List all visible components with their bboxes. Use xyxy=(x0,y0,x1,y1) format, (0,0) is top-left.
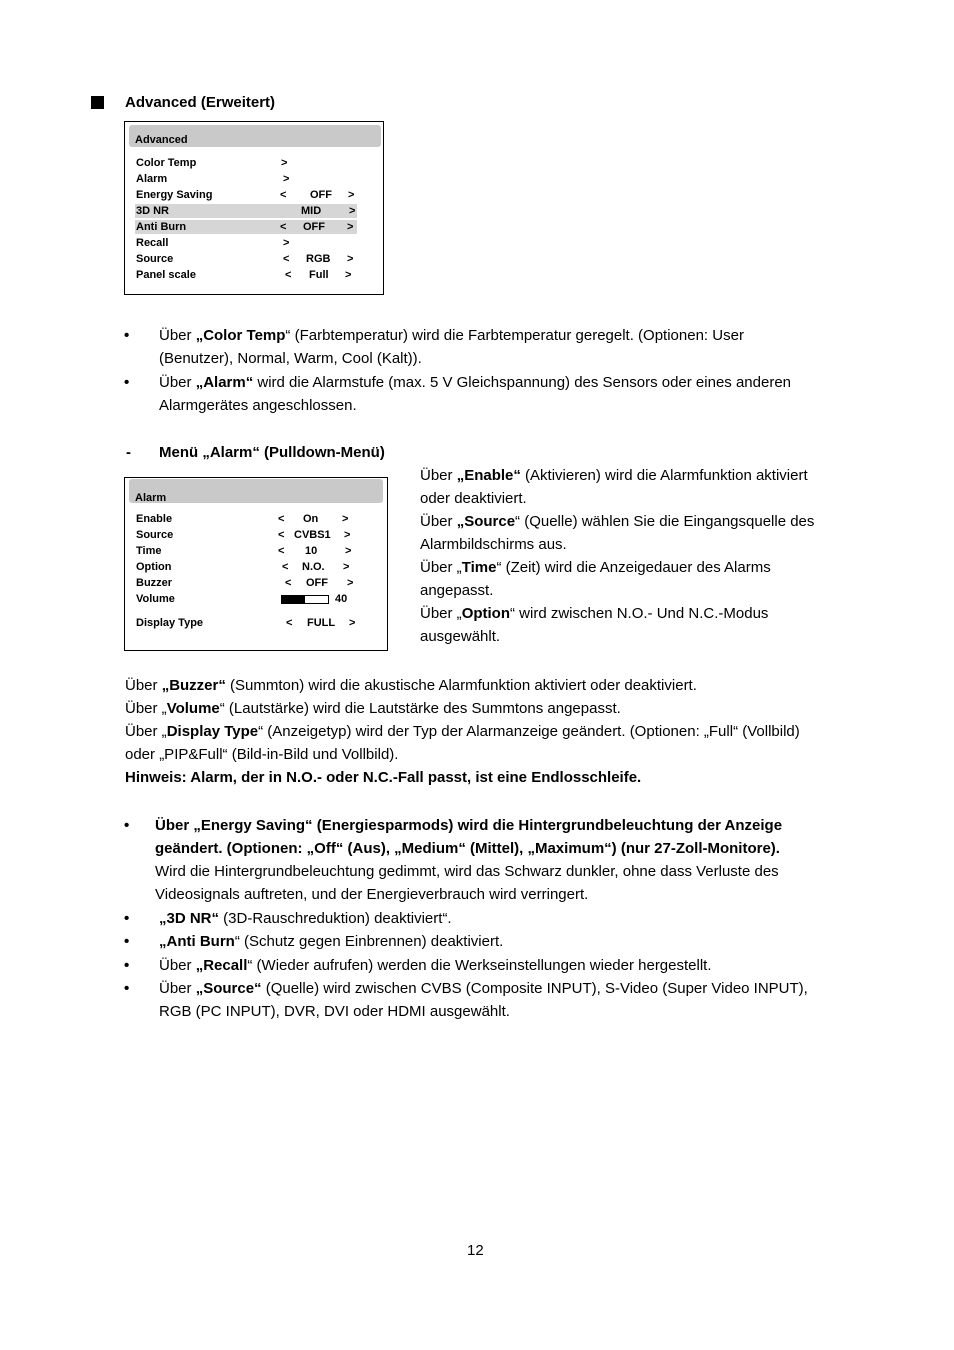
alarm-desc-line: oder deaktiviert. xyxy=(420,490,527,507)
menu-row-panel-scale[interactable] xyxy=(135,268,357,282)
row-arrow-right: > xyxy=(343,561,350,573)
bullet-color-temp: Über „Color Temp“ (Farbtemperatur) wird die Farbtemperatur geregelt. (Optionen: User (Benutzer), Normal, Warm, Cool (Kalt)). xyxy=(159,327,744,367)
menu-row-3d-nr[interactable] xyxy=(135,204,357,218)
menu-row-energy-saving[interactable] xyxy=(135,188,357,202)
alarm-descriptions xyxy=(420,464,860,648)
row-label: 3D NR xyxy=(136,205,170,217)
row-arrow-left: < xyxy=(278,529,285,541)
alarm-menu xyxy=(124,477,388,651)
row-arrow-left: < xyxy=(278,513,285,525)
menu-row-color-temp[interactable] xyxy=(135,156,357,170)
row-label: Alarm xyxy=(136,173,168,185)
bullet-marker: • xyxy=(124,910,130,927)
row-value: RGB xyxy=(306,253,331,265)
row-arrow-right: > xyxy=(347,221,354,233)
alarm-row-option[interactable] xyxy=(135,560,365,574)
alarm-more-text: Über „Buzzer“ (Summton) wird die akustische Alarmfunktion aktiviert oder deaktiviert. Über „Volume“ (Lautstärke) wird die Lautstärke des Summtons angepasst. Über „Display Type“ (Anzeigetyp) wird der Typ der Alarmanzeige geändert. (Optionen: „Full“ (Vollbild) oder „PIP&Full“ (Bild-in-Bild und Vollbild). Hinweis: Alarm, der in N.O.- oder N.C.-Fall passt, ist eine Endlosschleife. xyxy=(125,674,865,789)
alarm-desc-line: Über „Enable“ (Aktivieren) wird die Alarmfunktion aktiviert xyxy=(420,467,808,484)
alarm-desc-line: Über „Source“ (Quelle) wählen Sie die Eingangsquelle des xyxy=(420,513,815,530)
alarm-section-dash: - xyxy=(126,444,131,461)
bullet-marker: • xyxy=(124,933,130,950)
row-arrow-right: > xyxy=(348,189,355,201)
alarm-row-volume[interactable] xyxy=(135,592,365,606)
row-label: Enable xyxy=(136,513,173,525)
row-arrow-left: < xyxy=(278,545,285,557)
bullet-marker: • xyxy=(124,327,130,344)
volume-value: 40 xyxy=(335,593,348,605)
volume-slider-fill xyxy=(282,596,305,603)
row-value: N.O. xyxy=(302,561,325,573)
row-arrow-right: > xyxy=(342,513,349,525)
page-number: 12 xyxy=(467,1242,484,1259)
row-label: Color Temp xyxy=(136,157,197,169)
row-arrow-left: < xyxy=(280,221,287,233)
row-label: Source xyxy=(136,253,174,265)
bullet-marker: • xyxy=(124,817,130,834)
bullet-recall: Über „Recall“ (Wieder aufrufen) werden die Werkseinstellungen wieder hergestellt. xyxy=(159,957,712,974)
row-arrow-left: < xyxy=(285,577,292,589)
row-value: FULL xyxy=(307,617,336,629)
row-arrow-right: > xyxy=(347,577,354,589)
alarm-menu-title: Alarm xyxy=(129,479,383,503)
row-arrow-right: > xyxy=(349,205,356,217)
bullet-marker: • xyxy=(124,374,130,391)
bullet-3d-nr: „3D NR“ (3D-Rauschreduktion) deaktiviert“. xyxy=(159,910,452,927)
menu-row-source[interactable] xyxy=(135,252,357,266)
row-label: Buzzer xyxy=(136,577,173,589)
alarm-row-source[interactable] xyxy=(135,528,365,542)
row-arrow-right: > xyxy=(349,617,356,629)
note: Hinweis: Alarm, der in N.O.- oder N.C.-Fall passt, ist eine Endlosschleife. xyxy=(125,769,642,786)
advanced-menu-title: Advanced xyxy=(129,125,381,147)
row-arrow-left: < xyxy=(283,253,290,265)
bullet-alarm: Über „Alarm“ wird die Alarmstufe (max. 5 V Gleichspannung) des Sensors oder eines anderen Alarmgerätes angeschlossen. xyxy=(159,374,792,414)
row-label: Option xyxy=(136,561,172,573)
row-arrow-left: > xyxy=(281,157,288,169)
row-label: Energy Saving xyxy=(136,189,213,201)
bullet-energy-saving: Über „Energy Saving“ (Energiesparmods) wird die Hintergrundbeleuchtung der Anzeige geändert. (Optionen: „Off“ (Aus), „Medium“ (Mittel), „Maximum“) (nur 27-Zoll-Monitore). Wird die Hintergrundbeleuchtung gedimmt, wird das Schwarz dunkler, ohne dass Verluste des Videosignals auftreten, und der Energieverbrauch wird verringert. xyxy=(155,817,783,903)
row-label: Volume xyxy=(136,593,175,605)
row-label: Panel scale xyxy=(136,269,196,281)
row-arrow-left: < xyxy=(280,189,287,201)
bullet-anti-burn: „Anti Burn“ (Schutz gegen Einbrennen) deaktiviert. xyxy=(159,933,504,950)
row-arrow-right: > xyxy=(347,253,354,265)
alarm-desc-line: ausgewählt. xyxy=(420,628,501,645)
row-label: Source xyxy=(136,529,174,541)
row-arrow-left: > xyxy=(283,237,290,249)
bullet-marker: • xyxy=(124,957,130,974)
row-arrow-right: > xyxy=(344,529,351,541)
row-arrow-right: > xyxy=(345,545,352,557)
row-arrow-right: > xyxy=(345,269,352,281)
row-label: Anti Burn xyxy=(136,221,187,233)
menu-row-alarm[interactable] xyxy=(135,172,357,186)
alarm-desc-line: Über „Time“ (Zeit) wird die Anzeigedauer des Alarms xyxy=(420,559,771,576)
row-label: Recall xyxy=(136,237,169,249)
row-value: 10 xyxy=(305,545,318,557)
row-arrow-left: < xyxy=(285,269,292,281)
row-value: OFF xyxy=(306,577,328,589)
section-title: Advanced (Erweitert) xyxy=(125,94,276,111)
bullet-source: Über „Source“ (Quelle) wird zwischen CVBS (Composite INPUT), S-Video (Super Video INPUT), RGB (PC INPUT), DVR, DVI oder HDMI ausgewählt. xyxy=(159,980,808,1020)
menu-row-anti-burn[interactable] xyxy=(135,220,357,234)
alarm-desc-line: Über „Option“ wird zwischen N.O.- Und N.C.-Modus xyxy=(420,605,769,622)
menu-row-recall[interactable] xyxy=(135,236,357,250)
row-value: OFF xyxy=(303,221,325,233)
alarm-row-buzzer[interactable] xyxy=(135,576,365,590)
alarm-row-time[interactable] xyxy=(135,544,365,558)
alarm-section-title: Menü „Alarm“ (Pulldown-Menü) xyxy=(159,444,385,461)
alarm-row-display-type[interactable] xyxy=(135,616,365,630)
section-marker-icon xyxy=(91,96,104,109)
row-arrow-left: > xyxy=(283,173,290,185)
row-value: MID xyxy=(301,205,322,217)
row-arrow-left: < xyxy=(282,561,289,573)
row-value: On xyxy=(303,513,319,525)
volume-slider[interactable] xyxy=(281,595,329,604)
row-value: Full xyxy=(309,269,329,281)
row-value: OFF xyxy=(310,189,332,201)
alarm-desc-line: angepasst. xyxy=(420,582,494,599)
alarm-row-enable[interactable] xyxy=(135,512,365,526)
row-arrow-left: < xyxy=(286,617,293,629)
row-label: Display Type xyxy=(136,617,204,629)
row-value: CVBS1 xyxy=(294,529,331,541)
advanced-menu xyxy=(124,121,384,295)
bullet-marker: • xyxy=(124,980,130,997)
alarm-desc-line: Alarmbildschirms aus. xyxy=(420,536,567,553)
row-label: Time xyxy=(136,545,162,557)
